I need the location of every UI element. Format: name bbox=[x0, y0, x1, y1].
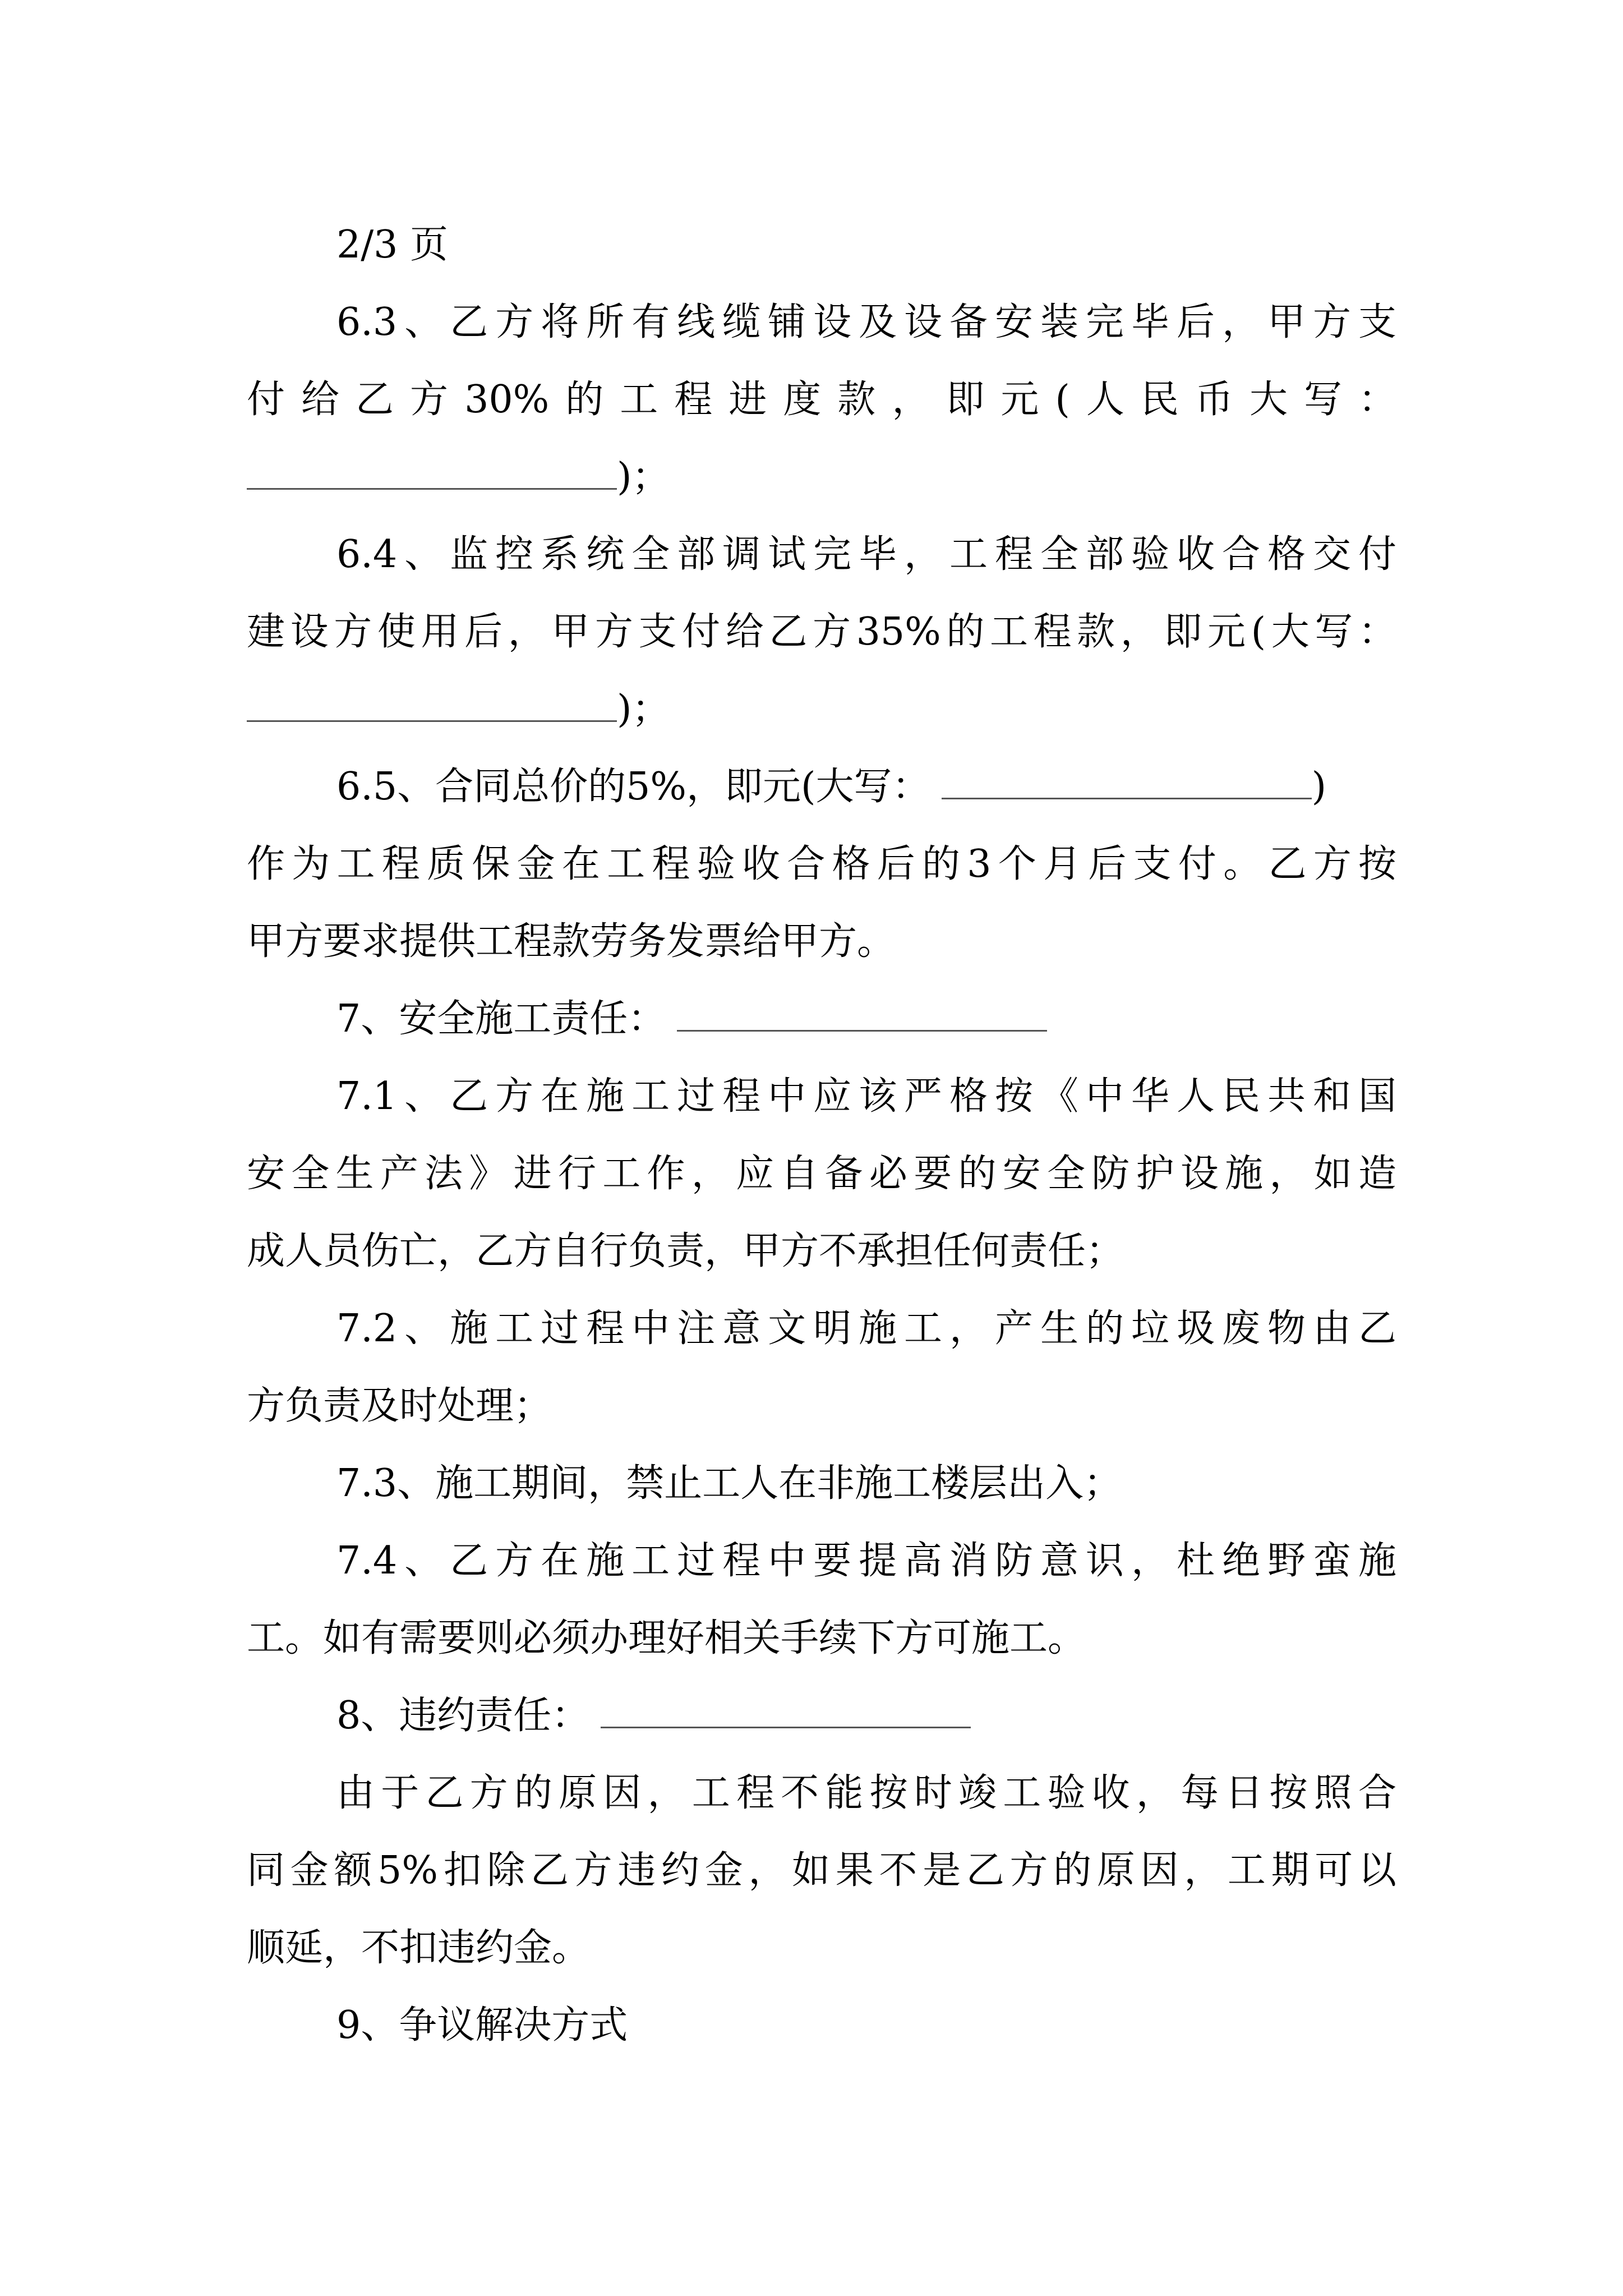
section-7-title: 7、安全施工责任： bbox=[336, 997, 666, 1041]
clause-6-4-line-3-tail: )； bbox=[617, 687, 670, 731]
clause-6-3-line-2: 付给乙方30%的工程进度款，即元(人民币大写： bbox=[247, 378, 1396, 422]
clause-7-2-line-1: 7.2、施工过程中注意文明施工，产生的垃圾废物由乙 bbox=[336, 1306, 1396, 1351]
clause-6-5-line-1-tail: ) bbox=[1311, 765, 1327, 809]
section-7-heading bbox=[336, 994, 1486, 1045]
clause-7-1-line-2: 安全生产法》进行工作，应自备必要的安全防护设施，如造 bbox=[247, 1152, 1396, 1196]
clause-6-4-line-3 bbox=[247, 684, 1396, 735]
section-8-line-1: 由于乙方的原因，工程不能按时竣工验收，每日按照合 bbox=[336, 1771, 1396, 1815]
section-8-title: 8、违约责任： bbox=[336, 1694, 590, 1738]
section-8-line-3: 顺延，不扣违约金。 bbox=[247, 1926, 591, 1970]
clause-7-2-line-2: 方负责及时处理； bbox=[247, 1384, 552, 1428]
clause-6-4-line-2: 建设方使用后，甲方支付给乙方35%的工程款，即元(大写： bbox=[247, 610, 1396, 654]
fill-in-blank bbox=[247, 689, 617, 722]
fill-in-blank bbox=[601, 1695, 971, 1728]
fill-in-blank bbox=[677, 999, 1047, 1032]
clause-7-4-line-2: 工。如有需要则必须办理好相关手续下方可施工。 bbox=[247, 1616, 1086, 1660]
fill-in-blank bbox=[942, 766, 1312, 799]
clause-6-3-line-1: 6.3、乙方将所有线缆铺设及设备安装完毕后，甲方支 bbox=[336, 300, 1396, 344]
clause-7-3-line-1: 7.3、施工期间，禁止工人在非施工楼层出入； bbox=[336, 1461, 1122, 1506]
clause-6-3-line-3 bbox=[247, 452, 1396, 503]
clause-6-5-line-1-head: 6.5、合同总价的5%，即元(大写： bbox=[336, 765, 930, 809]
clause-6-5-line-2: 作为工程质保金在工程验收合格后的3个月后支付。乙方按 bbox=[247, 842, 1396, 886]
clause-7-1-line-3: 成人员伤亡，乙方自行负责，甲方不承担任何责任； bbox=[247, 1229, 1124, 1273]
clause-7-1-line-1: 7.1、乙方在施工过程中应该严格按《中华人民共和国 bbox=[336, 1074, 1396, 1119]
clause-7-4-line-1: 7.4、乙方在施工过程中要提高消防意识，杜绝野蛮施 bbox=[336, 1539, 1396, 1583]
section-9-heading: 9、争议解决方式 bbox=[336, 2003, 628, 2047]
page-indicator: 2/3 页 bbox=[336, 223, 449, 267]
clause-6-5-line-1 bbox=[336, 762, 1486, 812]
fill-in-blank bbox=[247, 457, 617, 490]
section-8-line-2: 同金额5%扣除乙方违约金，如果不是乙方的原因，工期可以 bbox=[247, 1848, 1396, 1893]
clause-6-3-line-3-tail: )； bbox=[617, 455, 670, 499]
clause-6-5-line-3: 甲方要求提供工程款劳务发票给甲方。 bbox=[247, 919, 896, 964]
section-8-heading bbox=[336, 1691, 1486, 1741]
clause-6-4-line-1: 6.4、监控系统全部调试完毕，工程全部验收合格交付 bbox=[336, 532, 1396, 577]
